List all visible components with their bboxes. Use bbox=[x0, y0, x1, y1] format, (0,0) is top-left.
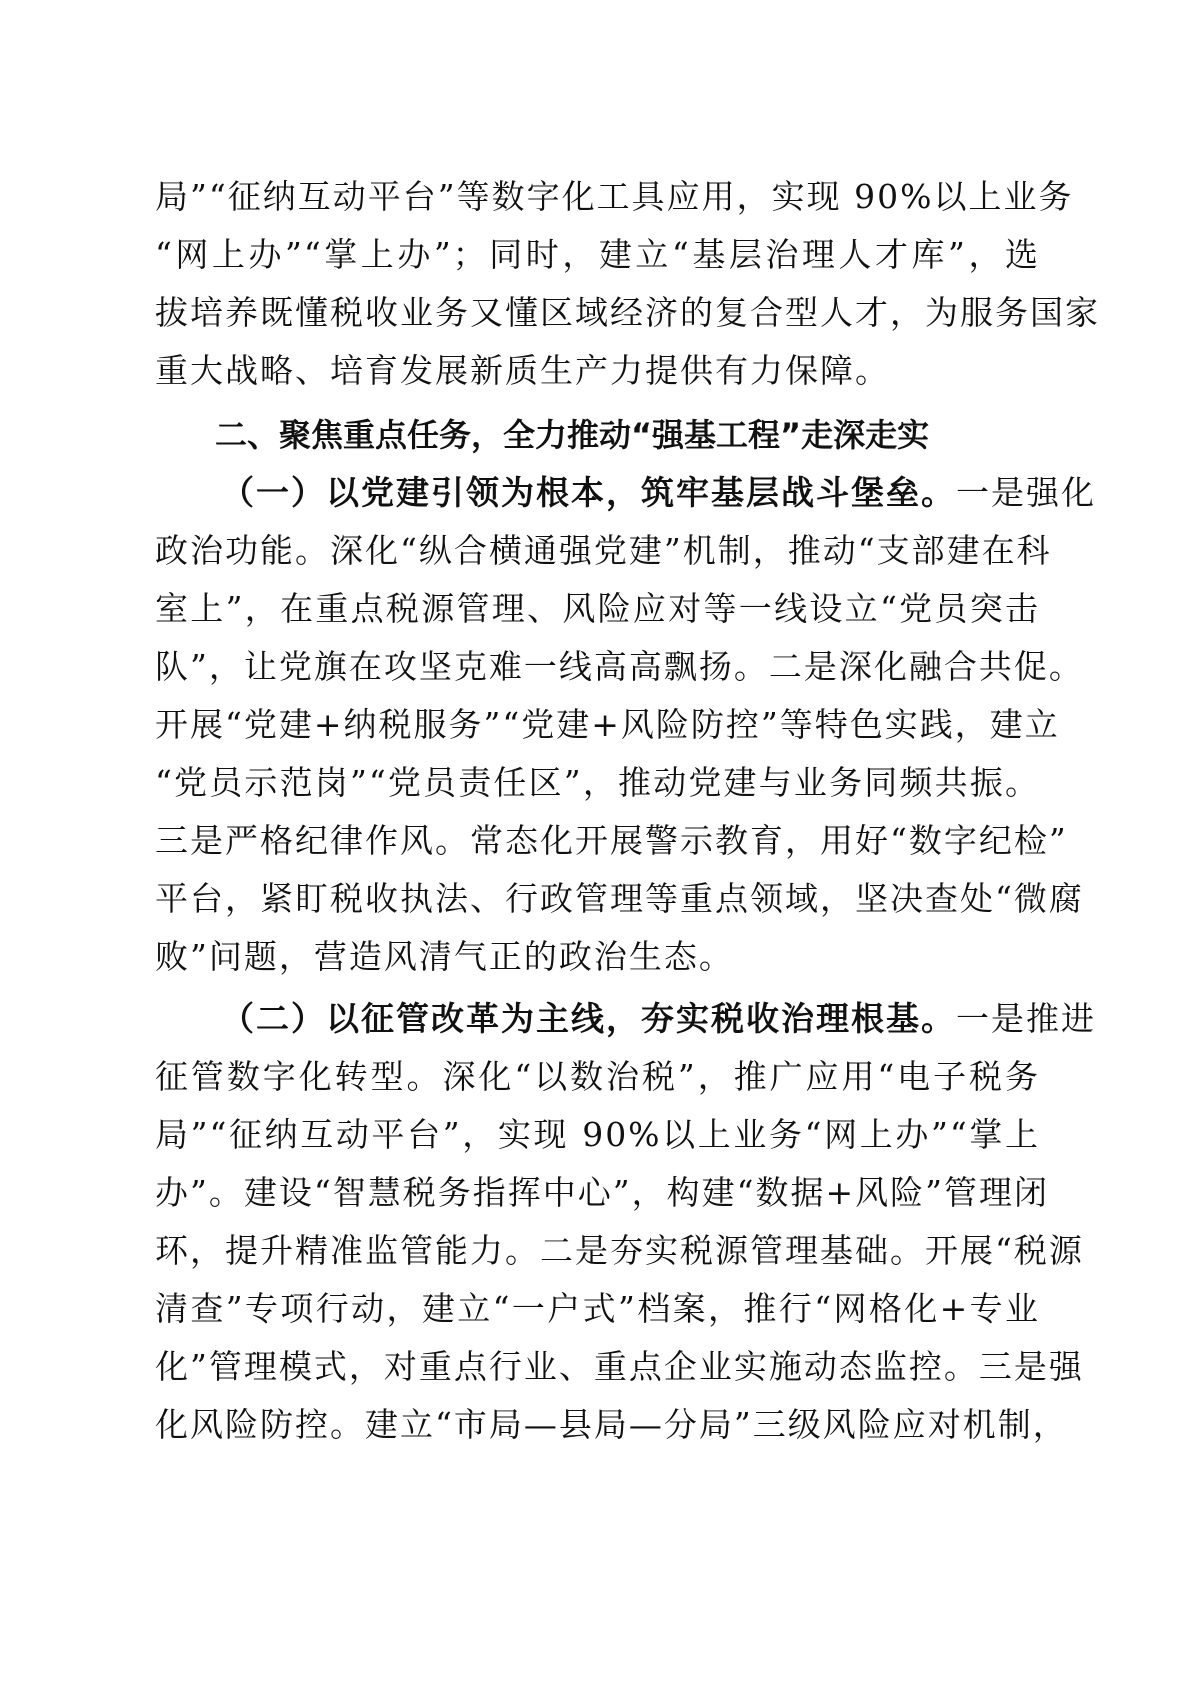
text-line: 化风险防控。建立“市局—县局—分局”三级风险应对机制， bbox=[155, 1405, 1068, 1444]
text-line: “网上办”“掌上办”；同时，建立“基层治理人才库”，选 bbox=[155, 235, 1040, 274]
text-line: 拔培养既懂税收业务又懂区域经济的复合型人才，为服务国家 bbox=[155, 293, 1100, 332]
section-2-paragraph bbox=[155, 990, 1096, 1454]
text-line: 化”管理模式，对重点行业、重点企业实施动态监控。三是强 bbox=[155, 1347, 1084, 1386]
text-line: 清查”专项行动，建立“一户式”档案，推行“网格化+专业 bbox=[155, 1289, 1040, 1328]
text-line: 征管数字化转型。深化“以数治税”，推广应用“电子税务 bbox=[155, 1057, 1040, 1096]
text-line: 局”“征纳互动平台”等数字化工具应用，实现 90%以上业务 bbox=[155, 177, 1074, 216]
subsection-lead: （二）以征管改革为主线，夯实税收治理根基。 bbox=[221, 999, 956, 1038]
text-line: 环，提升精准监管能力。二是夯实税源管理基础。开展“税源 bbox=[155, 1231, 1084, 1270]
text-line: 败”问题，营造风清气正的政治生态。 bbox=[155, 937, 734, 976]
text-line: 重大战略、培育发展新质生产力提供有力保障。 bbox=[155, 351, 890, 390]
text-line: 平台，紧盯税收执法、行政管理等重点领域，坚决查处“微腐 bbox=[155, 879, 1084, 918]
text-line: 办”。建设“智慧税务指挥中心”，构建“数据+风险”管理闭 bbox=[155, 1173, 1050, 1212]
section-1-paragraph bbox=[155, 464, 1096, 986]
text-line bbox=[155, 990, 1096, 1048]
text-run: 一是强化 bbox=[956, 473, 1096, 512]
text-run: 一是推进 bbox=[956, 999, 1096, 1038]
text-line: “党员示范岗”“党员责任区”，推动党建与业务同频共振。 bbox=[155, 763, 1040, 802]
subsection-lead: （一）以党建引领为根本，筑牢基层战斗堡垒。 bbox=[221, 473, 956, 512]
text-line: 政治功能。深化“纵合横通强党建”机制，推动“支部建在科 bbox=[155, 531, 1052, 570]
section-heading: 二、聚焦重点任务，全力推动“强基工程”走深走实 bbox=[215, 416, 930, 454]
text-line: 三是严格纪律作风。常态化开展警示教育，用好“数字纪检” bbox=[155, 821, 1068, 860]
text-line: 室上”，在重点税源管理、风险应对等一线设立“党员突击 bbox=[155, 589, 1040, 628]
text-line: 开展“党建+纳税服务”“党建+风险防控”等特色实践，建立 bbox=[155, 705, 1060, 744]
paragraph-continuation bbox=[155, 168, 1100, 400]
text-line: 局”“征纳互动平台”，实现 90%以上业务“网上办”“掌上 bbox=[155, 1115, 1040, 1154]
text-line: 队”，让党旗在攻坚克难一线高高飘扬。二是深化融合共促。 bbox=[155, 647, 1084, 686]
text-line bbox=[155, 464, 1096, 522]
